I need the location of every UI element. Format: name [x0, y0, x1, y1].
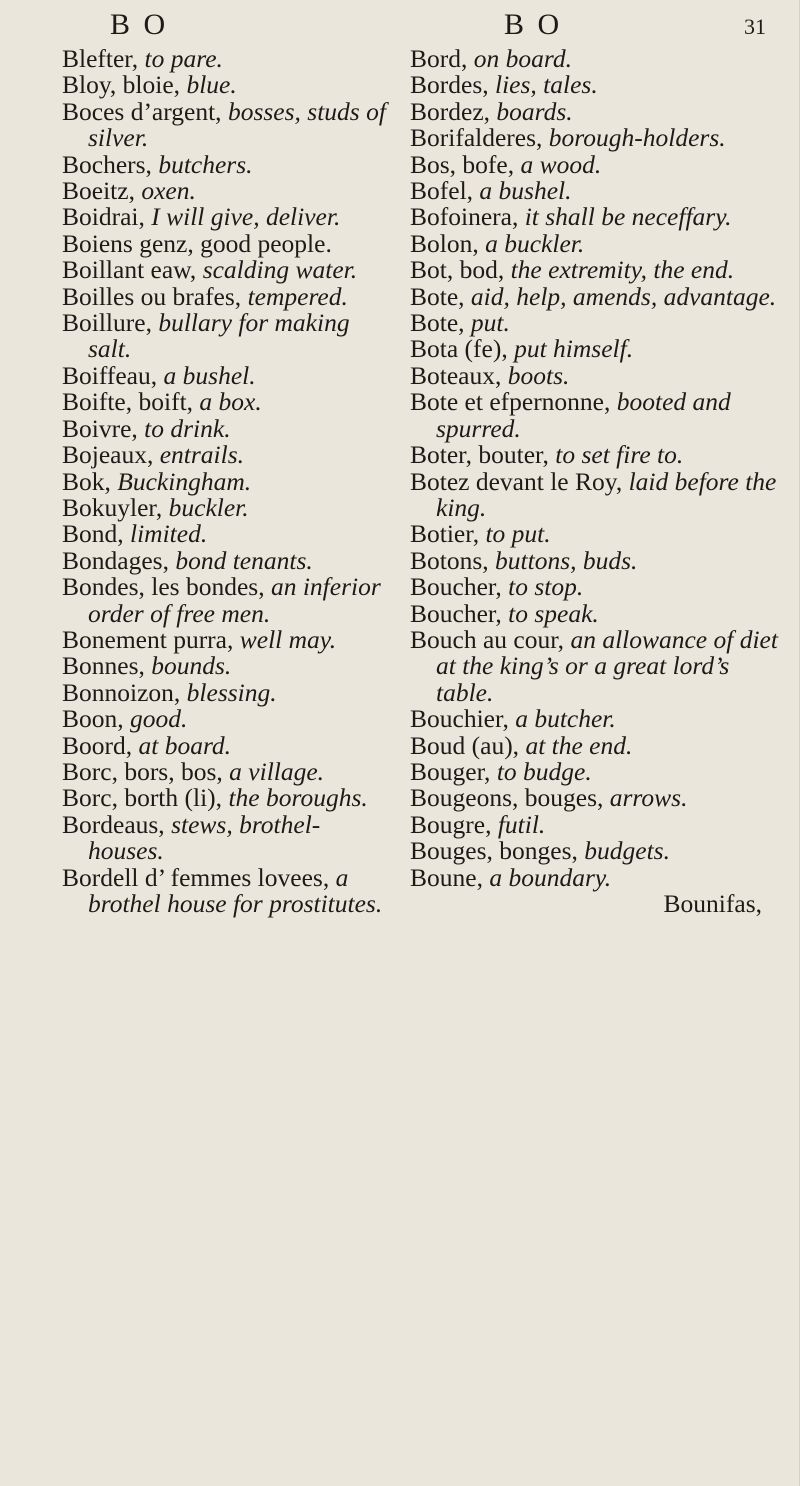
right-column — [410, 46, 790, 917]
entry-gloss: boots. — [507, 360, 570, 390]
dictionary-entry — [62, 730, 392, 760]
entry-gloss: on board. — [473, 44, 572, 73]
entry-gloss: booted and spurred. — [436, 387, 731, 443]
entry-term: Bojeaux, — [62, 440, 160, 470]
dictionary-entry — [410, 730, 790, 760]
entry-term: Borifalderes, — [410, 123, 549, 153]
entry-gloss: blue. — [186, 70, 237, 100]
entry-gloss: bond tenants. — [175, 545, 313, 575]
entry-gloss: to pare. — [144, 44, 223, 73]
dictionary-entry — [410, 624, 790, 707]
dictionary-entry — [410, 72, 790, 98]
entry-gloss: Buckingham. — [117, 466, 252, 496]
entry-term: Botez devant le Roy, — [410, 466, 629, 496]
dictionary-entry — [62, 545, 392, 575]
entry-gloss: bounds. — [151, 651, 232, 681]
entry-gloss: at the end. — [525, 730, 633, 760]
entry-term: Boucher, — [410, 572, 509, 602]
left-column — [62, 46, 392, 917]
dictionary-entry — [410, 389, 790, 442]
entry-term: Botons, — [410, 545, 496, 575]
entry-gloss: a box. — [199, 387, 262, 417]
dictionary-entry — [62, 96, 392, 153]
entry-term: Boifte, boift, — [62, 387, 200, 417]
dictionary-entry — [410, 862, 790, 892]
dictionary-entry — [410, 149, 790, 179]
dictionary-entry — [62, 677, 392, 707]
entry-gloss: arrows. — [609, 783, 688, 813]
dictionary-entry — [62, 281, 392, 311]
entry-term: Bondes, les bondes, — [62, 572, 271, 602]
dictionary-entry — [62, 574, 392, 627]
entry-term: Borc, borth (li), — [62, 783, 229, 813]
entry-term: Boces d’argent, — [62, 96, 228, 126]
entry-term: Bonnes, — [62, 651, 152, 681]
entry-gloss: a wood. — [520, 149, 602, 179]
entry-gloss: buckler. — [168, 492, 249, 522]
entry-gloss: boards. — [496, 96, 573, 126]
entry-term: Boiens genz, good people. — [62, 228, 332, 258]
dictionary-entry — [62, 310, 392, 363]
entry-term: Boter, bouter, — [410, 440, 556, 470]
entry-term: Blefter, — [62, 44, 145, 73]
entry-gloss: aid, help, amends, advantage. — [470, 281, 777, 311]
dictionary-entry — [62, 785, 392, 811]
dictionary-entry — [62, 178, 392, 204]
entry-gloss: a bushel. — [163, 360, 256, 390]
dictionary-entry — [410, 360, 790, 390]
dictionary-entry — [410, 46, 790, 72]
catchword: Bounifas, — [663, 889, 762, 918]
entry-gloss: to put. — [485, 519, 551, 549]
entry-gloss: at board. — [138, 730, 232, 760]
entry-gloss: I will give, deliver. — [151, 202, 341, 232]
entry-term: Boidrai, — [62, 202, 152, 232]
entry-term: Bouges, bonges, — [410, 836, 585, 866]
dictionary-entry — [62, 521, 392, 547]
dictionary-entry — [410, 336, 790, 362]
entry-gloss: the boroughs. — [228, 783, 368, 813]
running-head-left: B O — [110, 8, 169, 41]
dictionary-entry — [62, 442, 392, 468]
dictionary-entry — [410, 756, 790, 786]
dictionary-entry — [62, 257, 392, 283]
dictionary-entry — [62, 389, 392, 415]
entry-gloss: a boundary. — [489, 862, 612, 892]
dictionary-entry — [62, 149, 392, 179]
dictionary-entry — [62, 756, 392, 786]
entry-term: Bofel, — [410, 176, 480, 206]
entry-term: Bota (fe), — [410, 334, 515, 364]
entry-gloss: bullary for making salt. — [88, 308, 350, 364]
entry-gloss: limited. — [130, 519, 208, 549]
dictionary-entry — [62, 413, 392, 443]
entry-term: Bot, bod, — [410, 255, 511, 285]
entry-term: Bonnoizon, — [62, 677, 187, 707]
dictionary-entry — [62, 706, 392, 732]
entry-term: Bloy, bloie, — [62, 70, 187, 100]
dictionary-entry — [410, 706, 790, 732]
dictionary-entry — [410, 466, 790, 522]
dictionary-entry — [62, 228, 392, 258]
entry-term: Bote et efpernonne, — [410, 387, 617, 417]
entry-gloss: oxen. — [141, 176, 196, 206]
entry-gloss: scalding water. — [202, 255, 358, 285]
entry-term: Boeitz, — [62, 176, 142, 206]
entry-gloss: an allowance of diet at the king’s or a great lord’s table. — [436, 624, 778, 707]
entry-gloss: budgets. — [584, 836, 670, 866]
entry-term: Boillant eaw, — [62, 255, 203, 285]
entry-gloss: butchers. — [158, 149, 253, 179]
entry-term: Bond, — [62, 519, 131, 549]
entry-gloss: tempered. — [247, 281, 348, 311]
entry-term: Bordell d’ femmes lovees, — [62, 862, 336, 892]
entry-gloss: futil. — [497, 809, 546, 839]
entry-term: Bos, bofe, — [410, 149, 521, 179]
entry-term: Boilles ou brafes, — [62, 281, 248, 311]
dictionary-entry — [410, 204, 790, 230]
entry-term: Bouch au cour, — [410, 624, 571, 654]
dictionary-entry — [62, 72, 392, 98]
entry-gloss: to budge. — [496, 756, 592, 786]
dictionary-entry — [62, 360, 392, 390]
entry-gloss: to drink. — [144, 413, 231, 443]
entry-gloss: entrails. — [159, 440, 245, 470]
entry-term: Bolon, — [410, 228, 486, 258]
dictionary-entry — [410, 598, 790, 628]
entry-term: Boivre, — [62, 413, 145, 443]
entry-gloss: a brothel house for prostitutes. — [88, 862, 383, 918]
entry-term: Bokuyler, — [62, 492, 169, 522]
entry-term: Boiffeau, — [62, 360, 164, 390]
dictionary-entry — [410, 178, 790, 204]
entry-gloss: good. — [130, 704, 188, 734]
dictionary-entry — [410, 809, 790, 839]
entry-gloss: put. — [470, 308, 510, 338]
entry-term: Bochers, — [62, 149, 159, 179]
entry-gloss: buttons, buds. — [495, 545, 638, 575]
entry-term: Bok, — [62, 466, 118, 496]
dictionary-entry — [62, 862, 392, 918]
entry-term: Boune, — [410, 862, 490, 892]
entry-gloss: to stop. — [508, 572, 584, 602]
entry-term: Bote, — [410, 281, 471, 311]
entry-gloss: stews, brothel-houses. — [88, 809, 321, 866]
entry-gloss: a butcher. — [515, 704, 616, 734]
entry-term: Bougre, — [410, 809, 498, 839]
entry-term: Bord, — [410, 44, 474, 73]
entry-gloss: bosses, studs of silver. — [88, 96, 386, 153]
entry-gloss: lies, tales. — [495, 70, 598, 100]
dictionary-entry — [62, 809, 392, 866]
dictionary-entry — [62, 492, 392, 522]
entry-term: Bondages, — [62, 545, 176, 575]
entry-term: Bonement purra, — [62, 624, 240, 654]
entry-term: Boord, — [62, 730, 139, 760]
entry-gloss: a buckler. — [485, 228, 585, 258]
entry-gloss: borough-holders. — [548, 123, 726, 153]
entry-term: Bordes, — [410, 70, 495, 100]
entry-gloss: well may. — [239, 624, 337, 654]
page-number: 31 — [744, 14, 766, 39]
entry-gloss: an inferior order of free men. — [88, 572, 381, 628]
dictionary-entry — [410, 785, 790, 811]
entry-term: Boillure, — [62, 308, 159, 338]
entry-gloss: a bushel. — [479, 176, 572, 206]
dictionary-entry — [62, 466, 392, 496]
entry-term: Boteaux, — [410, 360, 508, 390]
dictionary-entry — [410, 96, 790, 126]
entry-gloss: the extremity, the end. — [510, 255, 735, 285]
dictionary-entry — [410, 257, 790, 283]
dictionary-entry — [410, 545, 790, 575]
dictionary-entry — [410, 574, 790, 600]
dictionary-entry — [410, 521, 790, 547]
dictionary-entry — [62, 653, 392, 679]
entry-term: Botier, — [410, 519, 486, 549]
dictionary-entry — [410, 442, 790, 468]
dictionary-entry — [62, 624, 392, 654]
running-head-right: B O — [504, 8, 563, 41]
entry-term: Boon, — [62, 704, 131, 734]
dictionary-entry — [62, 204, 392, 230]
entry-gloss: put himself. — [514, 334, 634, 364]
entry-term: Bofoinera, — [410, 202, 525, 232]
entry-term: Bouchier, — [410, 704, 516, 734]
entry-term: Bordez, — [410, 96, 497, 126]
entry-gloss: blessing. — [186, 677, 277, 707]
entry-gloss: to speak. — [508, 598, 599, 628]
entry-term: Bote, — [410, 308, 471, 338]
entry-gloss: a village. — [229, 756, 325, 786]
dictionary-entry — [410, 838, 790, 864]
entry-gloss: laid before the king. — [436, 466, 777, 522]
entry-gloss: it shall be neceffary. — [524, 202, 732, 232]
entry-term: Boud (au), — [410, 730, 526, 760]
entry-gloss: to set fire to. — [555, 440, 684, 470]
dictionary-entry — [410, 310, 790, 336]
dictionary-entry — [62, 46, 392, 72]
dictionary-entry — [410, 228, 790, 258]
entry-term: Bouger, — [410, 756, 497, 786]
dictionary-entry — [410, 281, 790, 311]
dictionary-entry — [410, 125, 790, 151]
entry-term: Bougeons, bouges, — [410, 783, 610, 813]
entry-term: Boucher, — [410, 598, 509, 628]
entry-term: Borc, bors, bos, — [62, 756, 230, 786]
entry-term: Bordeaus, — [62, 809, 172, 839]
